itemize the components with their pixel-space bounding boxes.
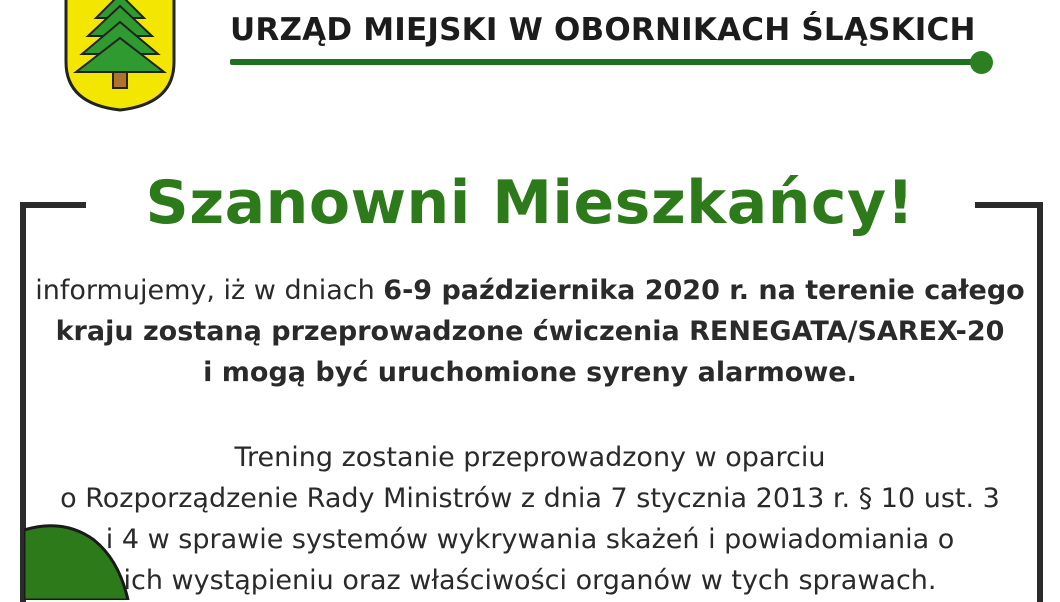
notice-paragraph-1 [0, 270, 1060, 393]
office-title: URZĄD MIEJSKI W OBORNIKACH ŚLĄSKICH [230, 12, 976, 48]
header-divider-line [230, 59, 982, 65]
paragraph-1-line-2: kraju zostaną przeprowadzone ćwiczenia RENEGATA/SAREX-20 [55, 316, 1005, 347]
coat-of-arms-icon [60, 0, 180, 114]
paragraph-2-line-3: i 4 w sprawie systemów wykrywania skażeń i powiadomiania o [105, 524, 955, 555]
paragraph-1-line-1 [0, 270, 1060, 311]
notice-heading: Szanowni Mieszkańcy! [145, 168, 915, 238]
notice-paragraph-2 [0, 437, 1060, 601]
paragraph-2-line-4: ich wystąpieniu oraz właściwości organów w tych sprawach. [123, 565, 937, 596]
paragraph-2-line-1: Trening zostanie przeprowadzony w oparciu [234, 442, 826, 473]
date-intro-text: informujemy, iż w dniach [35, 275, 384, 306]
paragraph-2-line-2: o Rozporządzenie Rady Ministrów z dnia 7 stycznia 2013 r. § 10 ust. 3 [60, 483, 1000, 514]
decorative-green-shape [24, 520, 134, 600]
paragraph-1-line-3: i mogą być uruchomione syreny alarmowe. [203, 357, 857, 388]
date-range-text: 6-9 października 2020 r. na terenie całego [383, 275, 1025, 306]
header-divider-dot [970, 51, 993, 74]
